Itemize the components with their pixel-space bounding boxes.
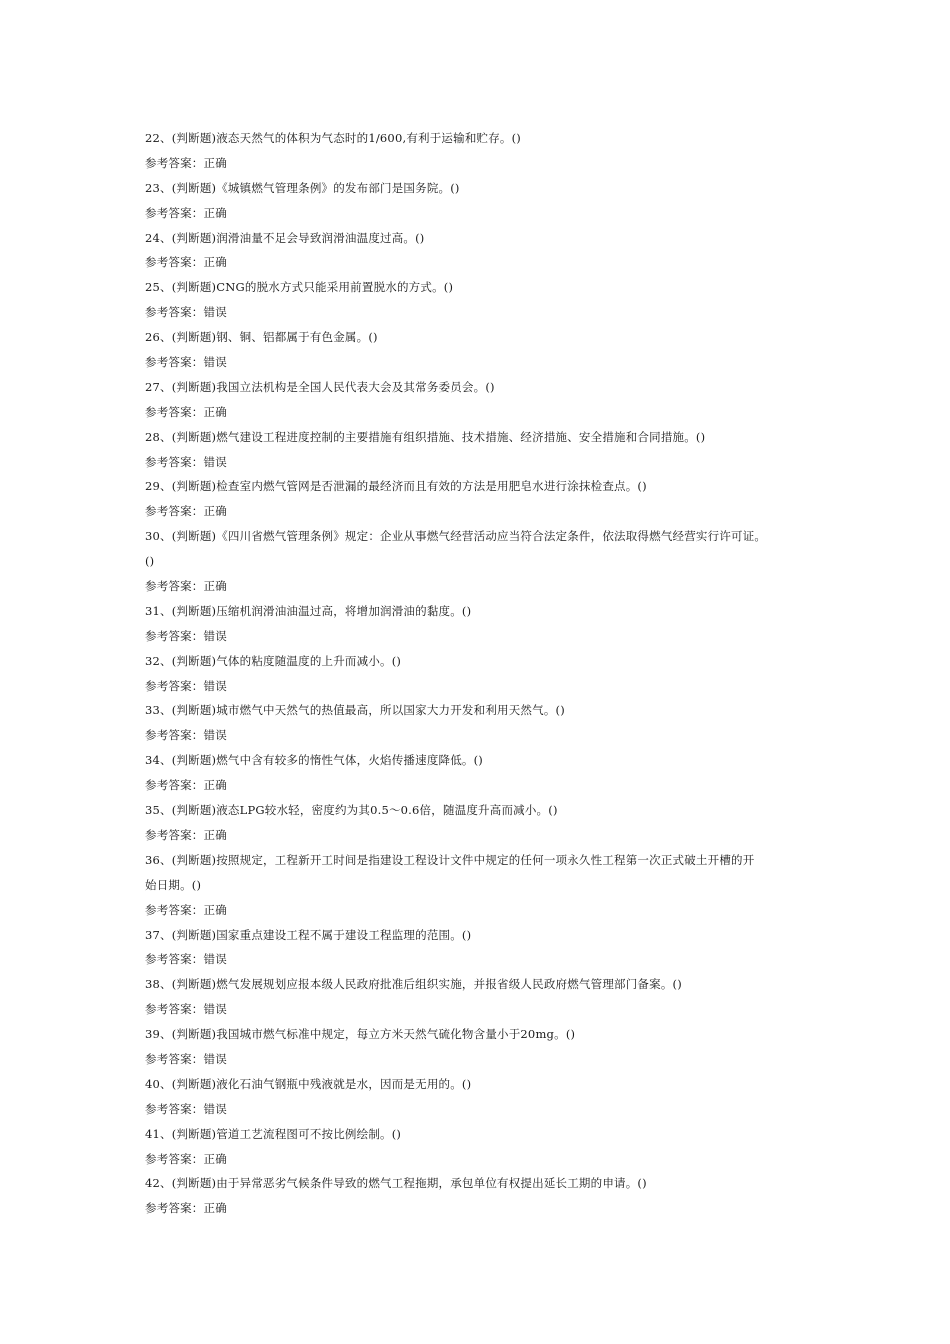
question-text: 管道工艺流程图可不按比例绘制。() [216,1126,402,1141]
answer-value: 正确 [203,504,227,519]
question-number: 22、 [145,131,172,145]
answer-value: 正确 [203,205,227,220]
answer-value: 错误 [203,678,227,693]
question-text: 燃气中含有较多的惰性气体，火焰传播速度降低。() [216,753,483,768]
question-text: 压缩机润滑油油温过高，将增加润滑油的黏度。() [216,603,472,618]
question-type: (判断题) [171,753,217,768]
question-number: 25、 [145,280,172,295]
answer-line [145,1047,825,1072]
question-number: 24、 [145,230,172,245]
question-text: 由于异常恶劣气候条件导致的燃气工程拖期，承包单位有权提出延长工期的申请。() [216,1176,647,1191]
answer-line [145,823,825,848]
question-text: 检查室内燃气管网是否泄漏的最经济而且有效的方法是用肥皂水进行涂抹检查点。() [216,479,647,494]
question-text: 润滑油量不足会导致润滑油温度过高。() [216,230,425,245]
question-number: 38、 [145,977,172,992]
question-text: 液态天然气的体积为气态时的1/600,有利于运输和贮存。() [216,131,521,145]
question-number: 26、 [145,330,172,345]
question-number: 29、 [145,479,172,494]
question-text: 国家重点建设工程不属于建设工程监理的范围。() [216,927,472,942]
answer-label: 参考答案： [145,778,204,793]
question-line [145,848,825,873]
question-text: 我国立法机构是全国人民代表大会及其常务委员会。() [216,379,495,394]
question-number: 30、 [145,529,172,544]
question-number: 31、 [145,603,172,618]
question-text: 《城镇燃气管理条例》的发布部门是国务院。() [216,180,460,195]
question-type: (判断题) [171,230,217,245]
answer-label: 参考答案： [145,579,204,594]
question-number: 40、 [145,1076,172,1091]
question-text-continued: 始日期。() [145,877,202,892]
question-type: (判断题) [171,653,217,668]
question-type: (判断题) [171,180,217,195]
answer-label: 参考答案： [145,454,204,469]
question-line [145,972,825,997]
question-number: 27、 [145,379,172,394]
question-type: (判断题) [171,1027,217,1042]
question-number: 33、 [145,703,172,718]
question-number: 34、 [145,753,172,768]
question-text: CNG的脱水方式只能采用前置脱水的方式。() [216,280,454,295]
answer-value: 错误 [203,628,227,643]
question-line [145,474,825,499]
question-number: 23、 [145,180,172,195]
question-list [145,126,825,1221]
answer-line [145,723,825,748]
question-line [145,176,825,201]
question-number: 39、 [145,1027,172,1042]
question-type: (判断题) [171,852,217,867]
answer-value: 错误 [203,1002,227,1017]
answer-label: 参考答案： [145,1101,204,1116]
question-number: 37、 [145,927,172,942]
answer-line [145,674,825,699]
question-text: 燃气发展规划应报本级人民政府批准后组织实施，并报省级人民政府燃气管理部门备案。() [216,977,682,992]
question-type: (判断题) [171,479,217,494]
question-number: 28、 [145,429,172,444]
question-type: (判断题) [171,1076,217,1091]
answer-label: 参考答案： [145,952,204,967]
question-number: 41、 [145,1126,172,1141]
answer-line [145,1196,825,1221]
question-line [145,748,825,773]
question-number: 42、 [145,1176,172,1191]
question-text: 城市燃气中天然气的热值最高，所以国家大力开发和利用天然气。() [216,703,565,718]
question-line [145,375,825,400]
answer-value: 正确 [203,255,227,270]
answer-line [145,400,825,425]
question-text: 钢、铜、铝都属于有色金属。() [216,330,378,345]
answer-value: 错误 [203,728,227,743]
answer-value: 错误 [203,454,227,469]
question-text: 《四川省燃气管理条例》规定：企业从事燃气经营活动应当符合法定条件，依法取得燃气经营实行许可证。 [216,529,767,544]
answer-value: 错误 [203,305,227,320]
answer-line [145,947,825,972]
answer-value: 正确 [203,404,227,419]
answer-line [145,898,825,923]
answer-line [145,773,825,798]
question-number: 35、 [145,803,172,818]
answer-label: 参考答案： [145,355,204,370]
answer-line [145,450,825,475]
question-line [145,798,825,823]
answer-line [145,201,825,226]
question-type: (判断题) [171,529,217,544]
answer-line [145,574,825,599]
answer-line [145,1097,825,1122]
question-line [145,524,825,549]
question-number: 32、 [145,653,172,668]
question-type: (判断题) [171,1126,217,1141]
answer-line [145,499,825,524]
answer-label: 参考答案： [145,1051,204,1066]
answer-value: 正确 [203,579,227,594]
question-text: 我国城市燃气标准中规定，每立方米天然气硫化物含量小于20mg。() [216,1027,576,1042]
answer-line [145,250,825,275]
question-line [145,325,825,350]
question-line [145,1122,825,1147]
question-line [145,1072,825,1097]
question-number: 36、 [145,852,172,867]
answer-line [145,300,825,325]
question-text: 燃气建设工程进度控制的主要措施有组织措施、技术措施、经济措施、安全措施和合同措施。() [216,429,706,444]
answer-value: 错误 [203,1101,227,1116]
answer-label: 参考答案： [145,902,204,917]
question-line [145,649,825,674]
answer-value: 正确 [203,155,227,170]
answer-label: 参考答案： [145,305,204,320]
question-type: (判断题) [171,379,217,394]
question-line [145,425,825,450]
question-line [145,226,825,251]
answer-line [145,997,825,1022]
answer-value: 正确 [203,827,227,842]
answer-line [145,151,825,176]
question-text-continued: () [145,554,155,569]
question-line [145,126,825,151]
answer-value: 正确 [203,1201,227,1216]
answer-label: 参考答案： [145,1151,204,1166]
question-type: (判断题) [171,330,217,345]
answer-line [145,1147,825,1172]
answer-label: 参考答案： [145,1201,204,1216]
question-type: (判断题) [171,927,217,942]
question-text: 气体的粘度随温度的上升而减小。() [216,653,402,668]
question-type: (判断题) [171,703,217,718]
question-type: (判断题) [171,280,217,295]
answer-value: 正确 [203,1151,227,1166]
question-line [145,599,825,624]
question-line [145,698,825,723]
question-type: (判断题) [171,603,217,618]
question-type: (判断题) [171,131,217,145]
question-line [145,275,825,300]
question-line [145,1022,825,1047]
answer-label: 参考答案： [145,628,204,643]
question-type: (判断题) [171,1176,217,1191]
answer-line [145,624,825,649]
answer-value: 正确 [203,902,227,917]
answer-label: 参考答案： [145,1002,204,1017]
answer-label: 参考答案： [145,678,204,693]
answer-label: 参考答案： [145,504,204,519]
question-line [145,923,825,948]
answer-label: 参考答案： [145,255,204,270]
question-text: 液化石油气钢瓶中残液就是水，因而是无用的。() [216,1076,472,1091]
answer-label: 参考答案： [145,155,204,170]
answer-label: 参考答案： [145,728,204,743]
answer-value: 错误 [203,1051,227,1066]
answer-value: 错误 [203,952,227,967]
answer-value: 错误 [203,355,227,370]
answer-label: 参考答案： [145,827,204,842]
question-type: (判断题) [171,977,217,992]
question-type: (判断题) [171,429,217,444]
question-text: 液态LPG较水轻，密度约为其0.5～0.6倍，随温度升高而减小。() [216,803,558,818]
question-line [145,1171,825,1196]
question-type: (判断题) [171,803,217,818]
answer-label: 参考答案： [145,205,204,220]
answer-label: 参考答案： [145,404,204,419]
answer-value: 正确 [203,778,227,793]
question-text: 按照规定，工程新开工时间是指建设工程设计文件中规定的任何一项永久性工程第一次正式破土开槽的开 [216,852,755,867]
answer-line [145,350,825,375]
